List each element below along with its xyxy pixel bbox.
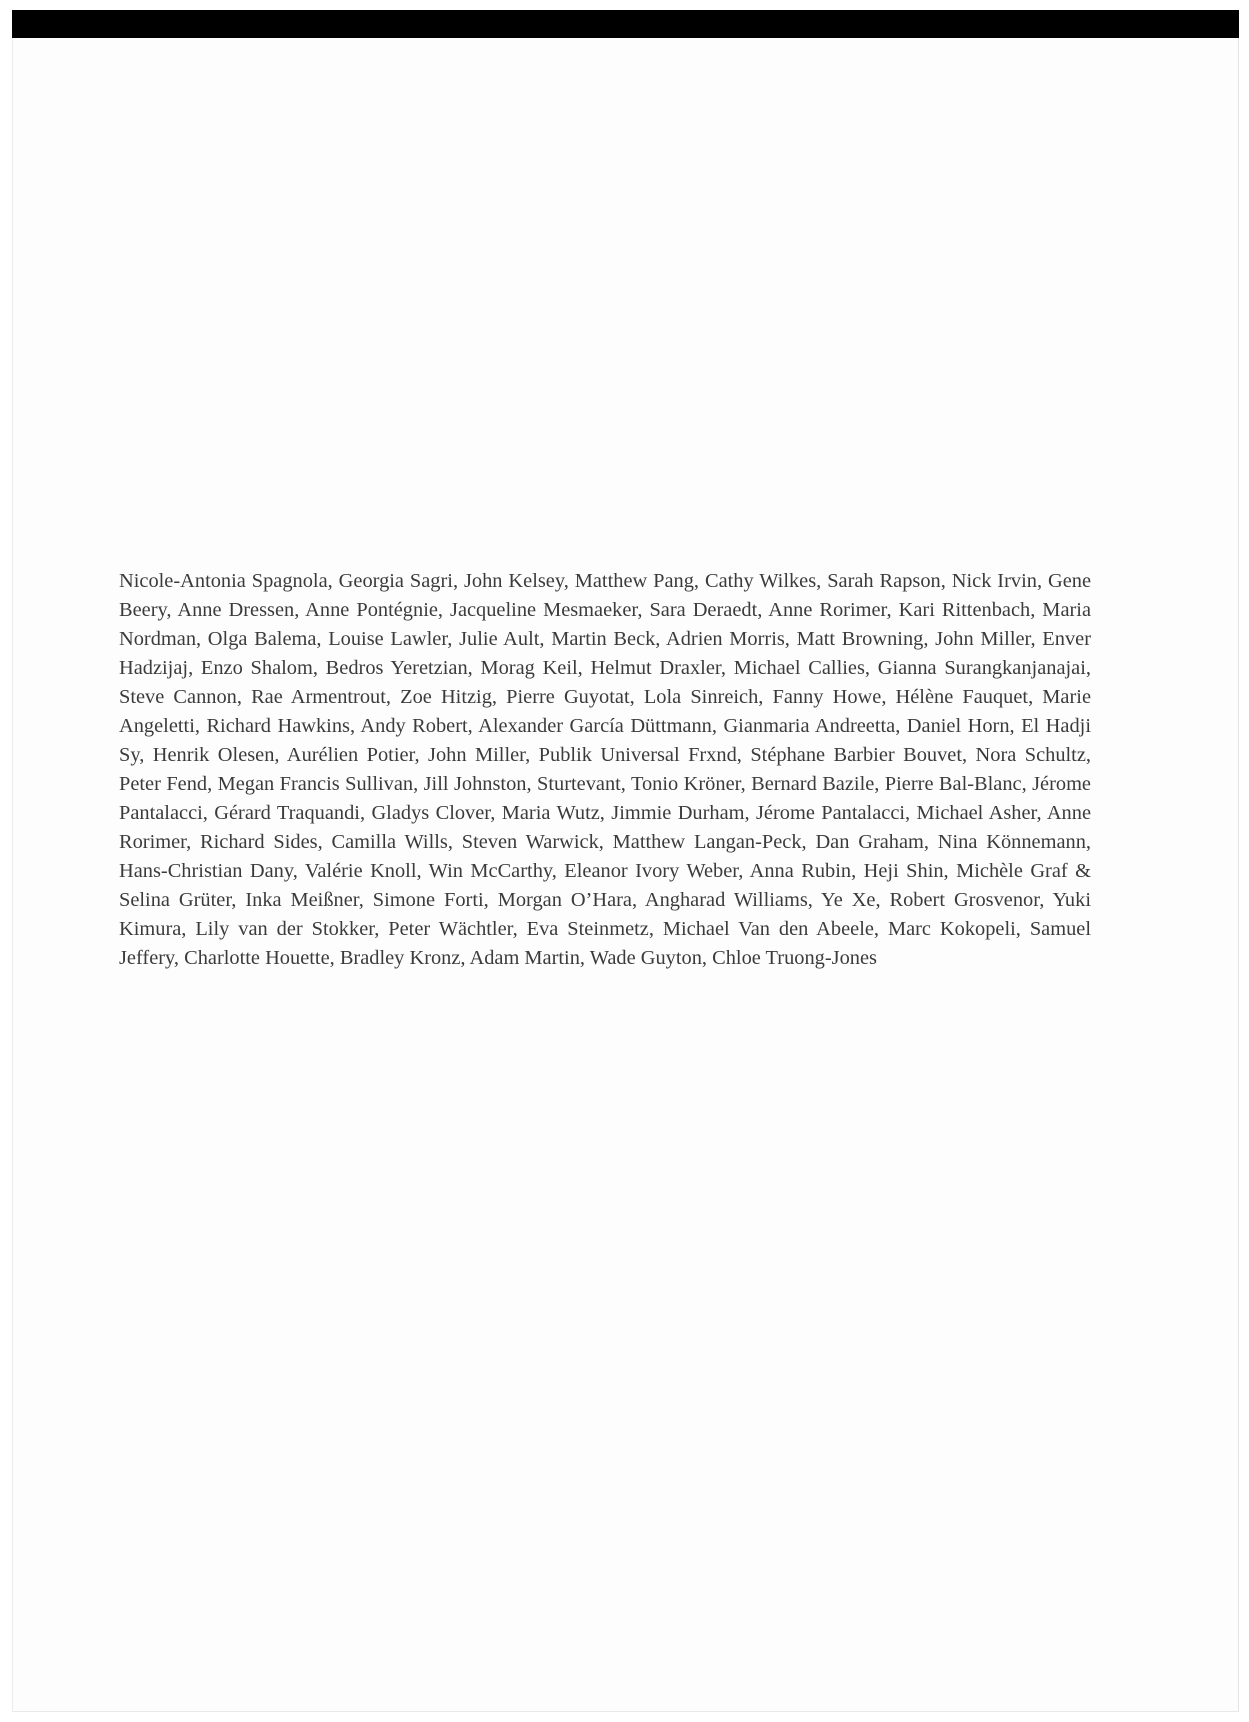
names-list-paragraph: Nicole-Antonia Spagnola, Georgia Sagri, John Kelsey, Matthew Pang, Cathy Wilkes, Sarah Rapson, Nick Irvin, Gene Beery, Anne Dressen, Anne Pontégnie, Jacqueline Mesmaeker, Sara Deraedt, Anne Rorimer, Kari Rittenbach, Maria Nordman, Olga Balema, Louise Lawler, Julie Ault, Martin Beck, Adrien Morris, Matt Browning, John Miller, Enver Hadzijaj, Enzo Shalom, Bedros Yeretzian, Morag Keil, Helmut Draxler, Michael Callies, Gianna Surangkanjanajai, Steve Cannon, Rae Armentrout, Zoe Hitzig, Pierre Guyotat, Lola Sinreich, Fanny Howe, Hélène Fauquet, Marie Angeletti, Richard Hawkins, Andy Robert, Alexander García Düttmann, Gianmaria Andreetta, Daniel Horn, El Hadji Sy, Henrik Olesen, Aurélien Potier, John Miller, Publik Universal Frxnd, Stéphane Barbier Bouvet, Nora Schultz, Peter Fend, Megan Francis Sullivan, Jill Johnston, Sturtevant, Tonio Kröner, Bernard Bazile, Pierre Bal-Blanc, Jérome Pantalacci, Gérard Traquandi, Gladys Clover, Maria Wutz, Jimmie Durham, Jérome Pantalacci, Michael Asher, Anne Rorimer, Richard Sides, Camilla Wills, Steven Warwick, Matthew Langan-Peck, Dan Graham, Nina Könnemann, Hans-Christian Dany, Valérie Knoll, Win McCarthy, Eleanor Ivory Weber, Anna Rubin, Heji Shin, Michèle Graf & Selina Grüter, Inka Meißner, Simone Forti, Morgan O’Hara, Angharad Williams, Ye Xe, Robert Grosvenor, Yuki Kimura, Lily van der Stokker, Peter Wächtler, Eva Steinmetz, Michael Van den Abeele, Marc Kokopeli, Samuel Jeffery, Charlotte Houette, Bradley Kronz, Adam Martin, Wade Guyton, Chloe Truong-Jones (119, 570, 1091, 969)
scan-top-edge (12, 10, 1239, 38)
